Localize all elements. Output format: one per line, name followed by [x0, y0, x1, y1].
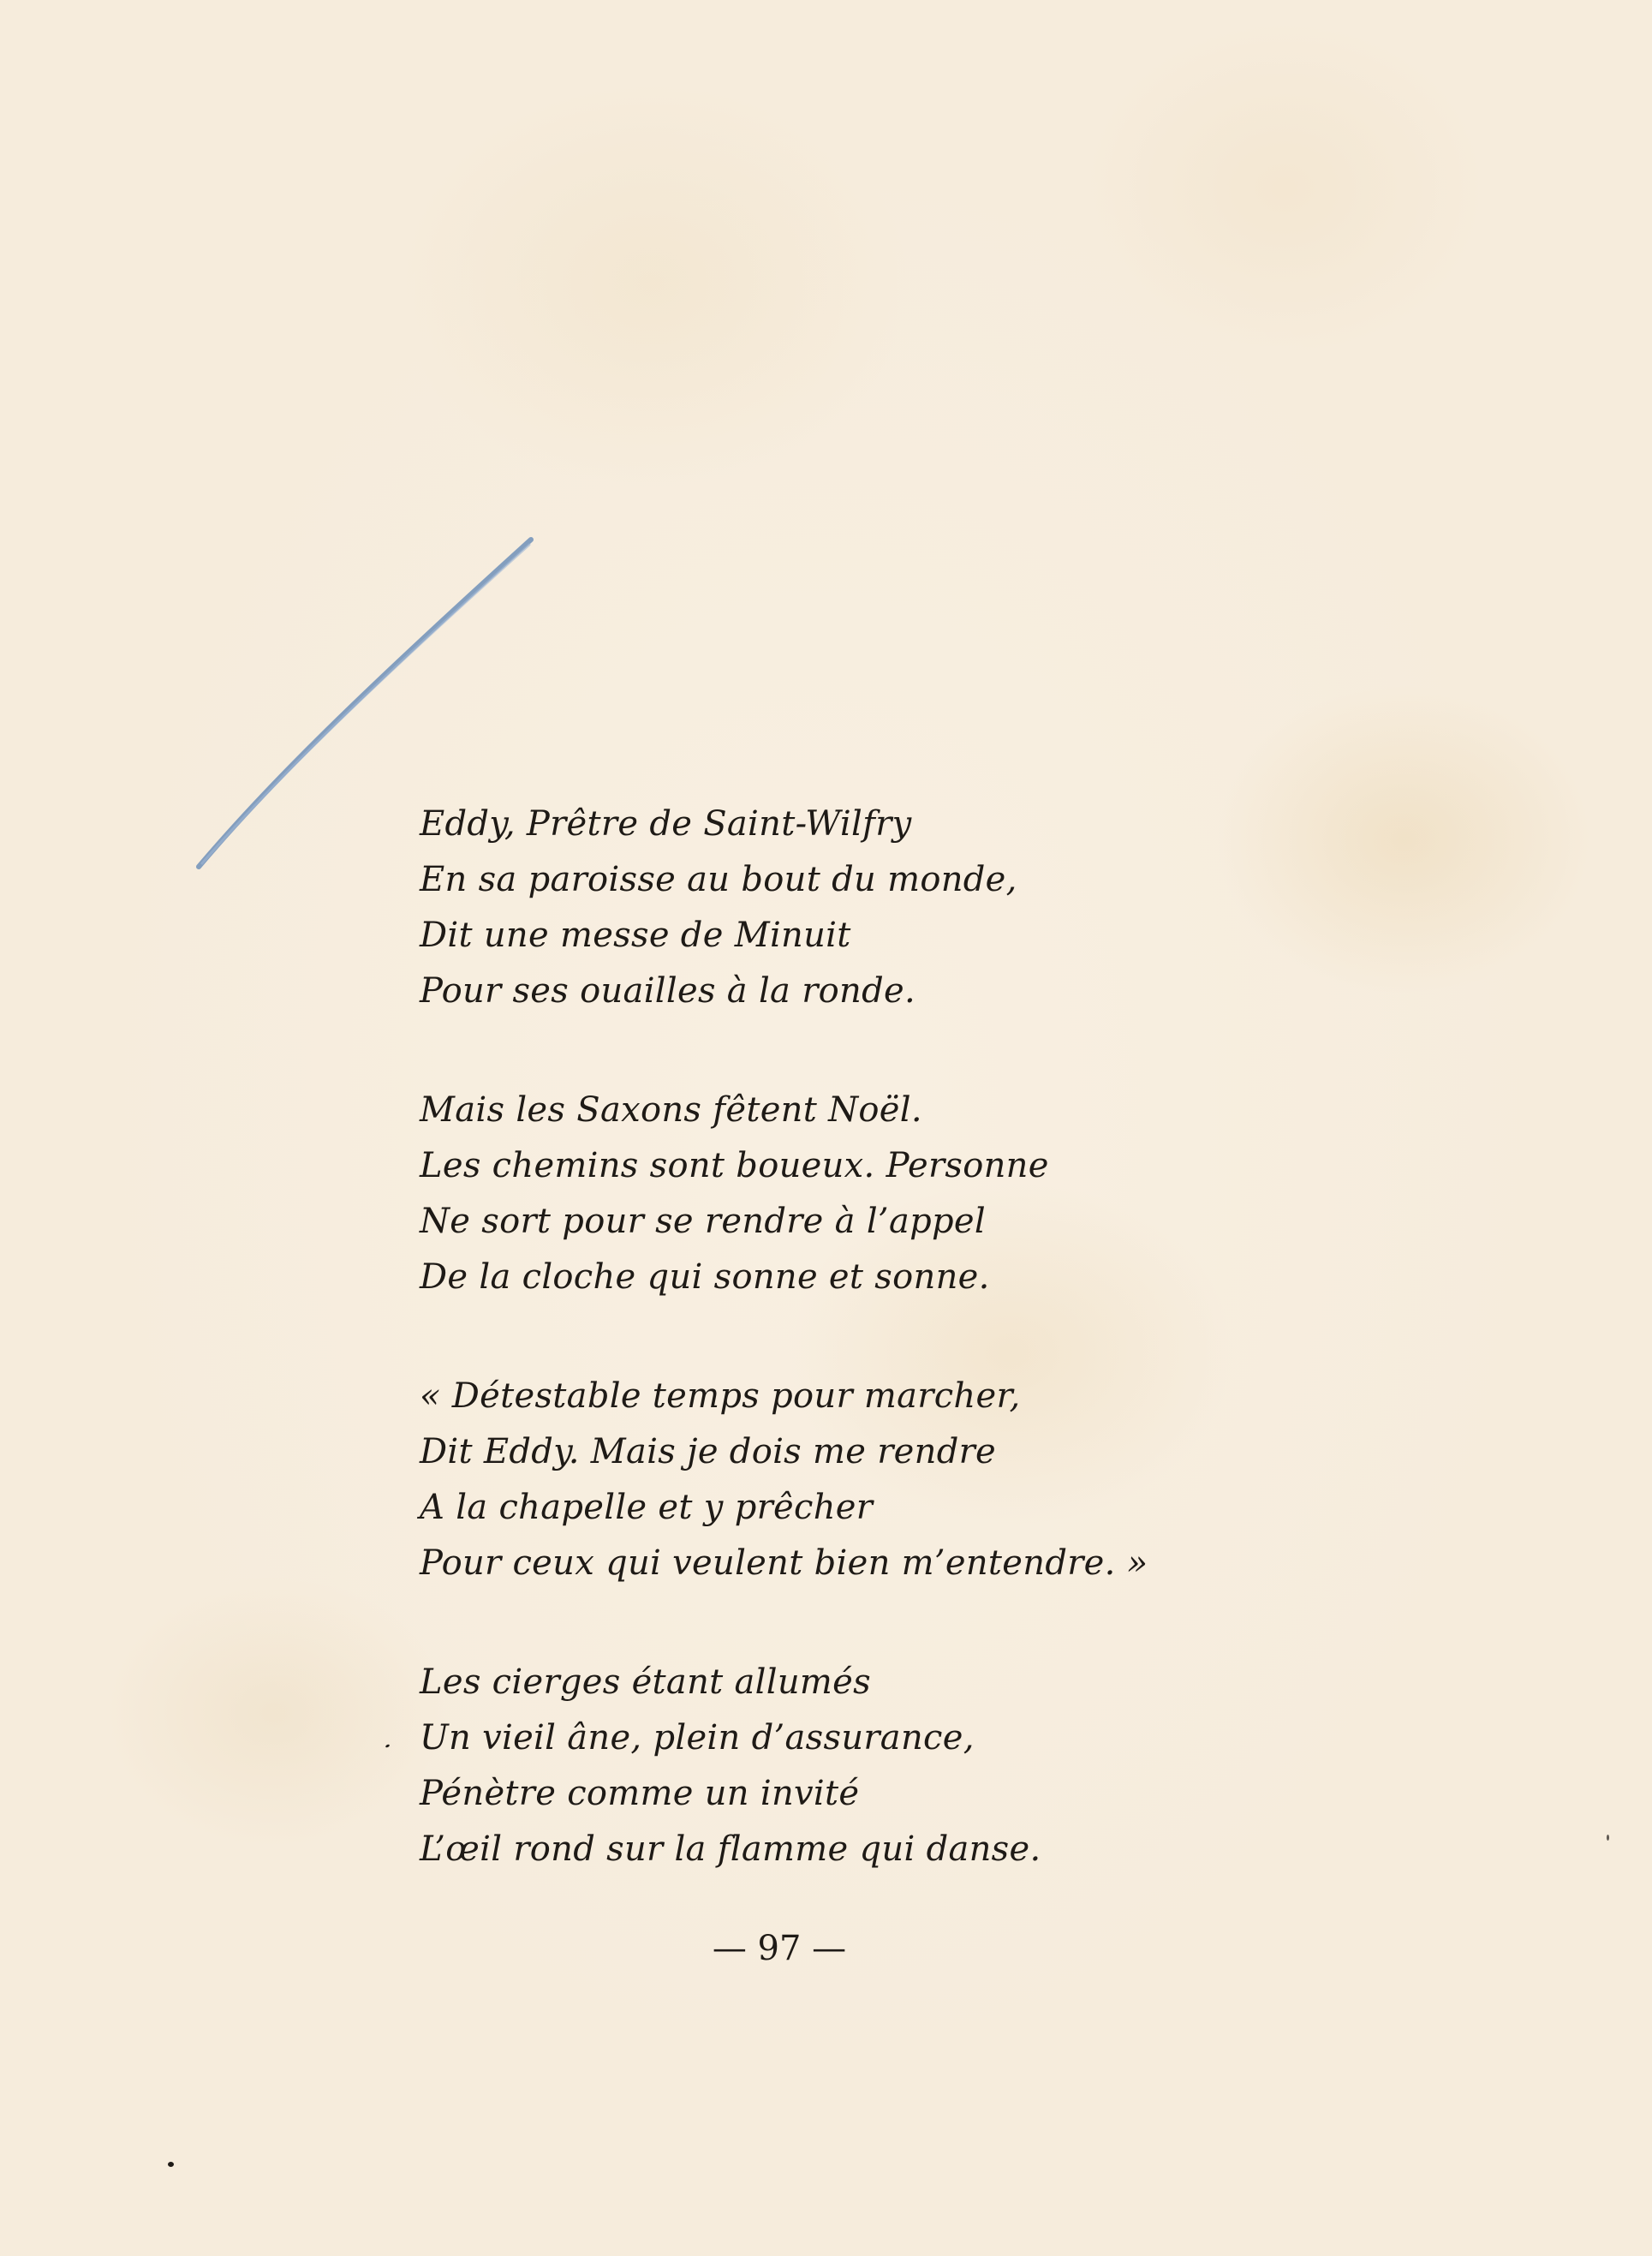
ink-speck [1607, 1835, 1609, 1841]
stanza-4 [420, 1655, 1276, 1877]
poem-line: A la chapelle et y prêcher [420, 1488, 874, 1527]
poem-line: Un vieil âne, plein d’assurance, [420, 1718, 975, 1758]
page-number: — 97 — [712, 1929, 847, 1968]
poem-line: L’œil rond sur la flamme qui danse. [420, 1829, 1041, 1869]
poem-line: Dit une messe de Minuit [420, 916, 851, 955]
poem-line: Pour ceux qui veulent bien m’entendre. » [420, 1543, 1148, 1583]
poem-line: Eddy, Prêtre de Saint-Wilfry [420, 804, 912, 844]
poem-line: En sa paroisse au bout du monde, [420, 860, 1017, 899]
stanza-1 [420, 797, 1276, 1019]
poem-line: « Détestable temps pour marcher, [420, 1376, 1021, 1416]
poem-line: Les chemins sont boueux. Personne [420, 1146, 1049, 1185]
stanza-3 [420, 1369, 1276, 1591]
poem-line: Pénètre comme un invité [420, 1774, 860, 1813]
poem-line: Les cierges étant allumés [420, 1662, 871, 1702]
poem-line: De la cloche qui sonne et sonne. [420, 1257, 990, 1297]
poem-line: Pour ses ouailles à la ronde. [420, 971, 915, 1011]
poem-line: Ne sort pour se rendre à l’appel [420, 1202, 986, 1241]
ink-speck [168, 2162, 174, 2167]
poem-line: Dit Eddy. Mais je dois me rendre [420, 1432, 996, 1471]
ink-speck [385, 1744, 391, 1748]
poem-text [420, 797, 1276, 1877]
stanza-2 [420, 1083, 1276, 1305]
poem-line: Mais les Saxons fêtent Noël. [420, 1090, 922, 1130]
